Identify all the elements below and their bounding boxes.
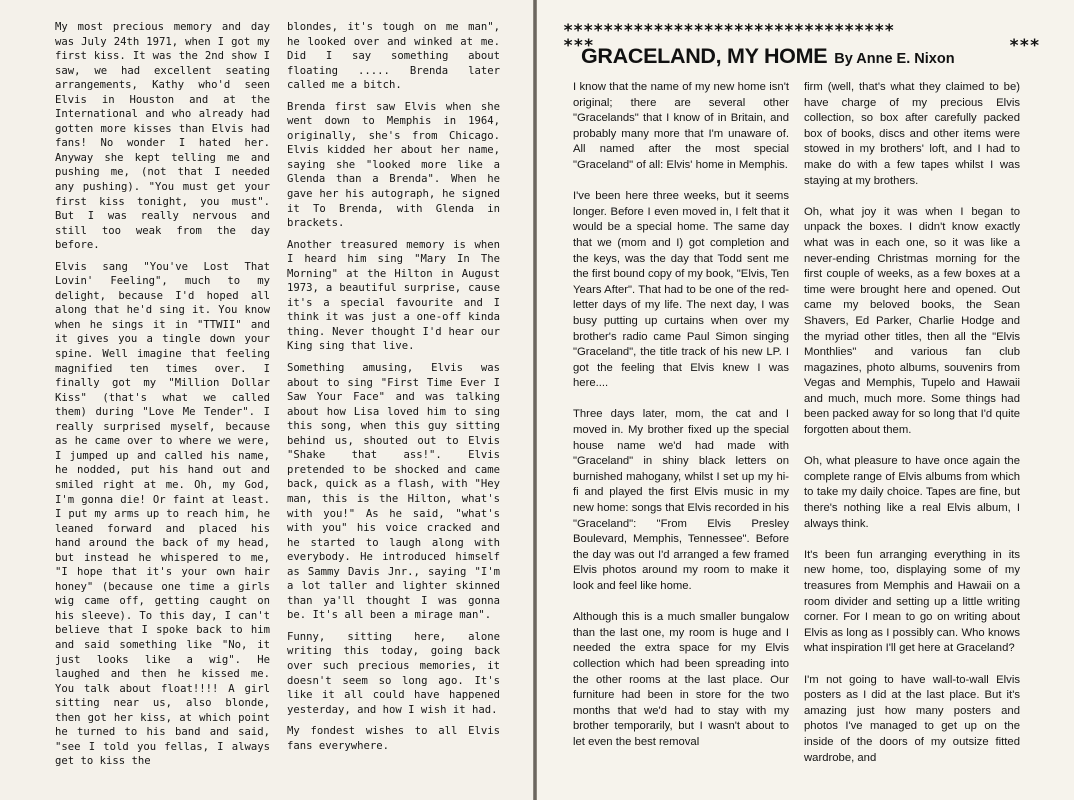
article-heading — [581, 44, 1009, 72]
paragraph: Another treasured memory is when I heard him sing "Mary In The Morning" at the Hilton in August 1973, a beautiful surprise, cause it's a special favourite and I think it was just a one-off kinda thing. Never thought I'd hear our King sing that live. — [287, 238, 500, 353]
paragraph: Oh, what joy it was when I began to unpack the boxes. I didn't know exactly what was in each one, so it was like a never-ending Christmas morning for the first couple of weeks, as a few boxes at a time were brought here and opened. Out came my beloved books, the Sean Shavers, Ed Parker, Charlie Hodge and the myriad other titles, then all the "Elvis Monthlies" and various fan club magazines, photo albums, souvenirs from Vegas and Memphis, Tupelo and Hawaii and much, much more. Some things had been packed away for so long that I'd quite forgotten about them. — [804, 205, 1020, 437]
left-page — [0, 0, 533, 800]
star-border-right: *** — [1009, 36, 1040, 56]
left-column-1 — [55, 20, 270, 790]
paragraph: I'm not going to have wall-to-wall Elvis posters as I did at the last place. But it's amazing just how many posters and photos I've managed to get up on the inside of the doors of my outsize fitted wardrobe, and — [804, 673, 1020, 764]
paragraph: Brenda first saw Elvis when she went down to Memphis in 1964, originally, she's from Chicago. Elvis kidded her about her name, saying she "looked more like a Glenda than a Brenda". When he gave her his autograph, he signed it To Brenda, with Glenda in brackets. — [287, 100, 500, 230]
star-border-top: ********************************* — [563, 22, 895, 40]
article-byline: By Anne E. Nixon — [834, 51, 955, 67]
paragraph: I've been here three weeks, but it seems longer. Before I even moved in, I felt that it would be a special home. The same day that we (mom and I) got completion and the keys, was the day that Todd sent me the first bound copy of my book, "Elvis, Ten Years After". That had to be one of the red-letter days of my life. The next day, I was busy putting up curtains when over my brother's radio came Paul Simon singing "Graceland", the title track of his new LP. I got the feeling that Elvis knew I was here.... — [573, 190, 789, 390]
right-column-2 — [804, 80, 1020, 800]
star-border-left: *** — [563, 36, 594, 56]
paragraph: Although this is a much smaller bungalow than the last one, my room is huge and I needed the extra space for my Elvis collection which had been spreading into the other rooms at the last place. Our furniture had been in store for the two months that we'd had to stay with my brother temporarily, but I wasn't about to let even the best removal — [573, 611, 789, 748]
paragraph: My most precious memory and day was July 24th 1971, when I got my first kiss. It was the 2nd show I saw, we had excellent seating arrangements, Kathy who'd seen Elvis in Houston and at the International and who already had gotten more kisses than Elvis had fans! No wonder I hated her. Anyway she kept telling me and pushing me, (not that I needed any pushing). "You must get your first kiss tonight, you must". But I was really nervous and still too weak from the day before. — [55, 21, 270, 252]
right-column-1 — [573, 80, 789, 800]
paragraph: Oh, what pleasure to have once again the complete range of Elvis albums from which to take my daily choice. Tapes are fine, but there's nothing like a real Elvis album, I always think. — [804, 455, 1020, 530]
left-column-2 — [287, 20, 500, 790]
paragraph: blondes, it's tough on me man", he looked over and winked at me. Did I say something about floating ..... Brenda later called me a bitch. — [287, 21, 500, 92]
paragraph: I know that the name of my new home isn't original; there are several other "Gracelands" that I know of in Britain, and probably many more that I'm unaware of. All named after the most special "Graceland" of all: Elvis' home in Memphis. — [573, 81, 789, 171]
article-title: GRACELAND, MY HOME — [581, 44, 828, 68]
paragraph: Elvis sang "You've Lost That Lovin' Feeling", much to my delight, because I'd hoped all along that he'd sing it. You know when he sings it in "TTWII" and it gives you a tingle down your spine. Well imagine that feeling magnified ten times over. I finally got my "Million Dollar Kiss" (that's what we called them) during "Love Me Tender". I really surprised myself, because as he came over to where we were, I jumped up and called his name, he nodded, put his hand out and smiled right at me. Oh, my God, I'm gonna die! Or faint at least. I put my arms up to reach him, he leaned forward and placed his hand around the back of my head, but instead he whispered to me, "I hope that it's your own hair honey" (because one time a girls wig came off, getting caught on his sleeve). To this day, I can't believe that I spoke back to him and said something like "No, it just looks like a wig". He laughed and then he kissed me. You talk about float!!!! A girl sitting near us, also blonde, then got her kiss, at which point he turned to his band and said, "see I told you fellas, I always get to kiss the — [55, 260, 270, 768]
paragraph: It's been fun arranging everything in its new home, too, displaying some of my treasures from Memphis and Hawaii on a room divider and setting up a little writing corner. For I mean to go on writing about Elvis as long as I possibly can. Who knows what inspiration I'll get here at Graceland? — [804, 548, 1020, 655]
paragraph: Three days later, mom, the cat and I moved in. My brother fixed up the special house name we'd had made with "Graceland" in shiny black letters on burnished mahogany, whilst I set up my hi-fi and played the first Elvis music in my new home: songs that Elvis recorded in his "Graceland": "From Elvis Presley Boulevard, Memphis, Tennessee". Before the day was out I'd arranged a few framed Elvis photos around my room to make it look and feel like home. — [573, 408, 789, 592]
right-page — [537, 0, 1074, 800]
paragraph: firm (well, that's what they claimed to be) have charge of my precious Elvis collection, so box after carefully packed box of books, discs and other items were stowed in my brothers' loft, and I had to make do with a few tapes whilst I was staying at my brothers. — [804, 81, 1020, 187]
paragraph: Something amusing, Elvis was about to sing "First Time Ever I Saw Your Face" and was talking about how Lisa loved him to sing this song, when this guy sitting behind us, shouted out to Elvis "Shake that ass!". Elvis pretended to be shocked and came back, quick as a flash, with "Hey man, this is the Hilton, what's with you!" As he said, "what's with you" his voice cracked and he started to laugh along with everybody. He introduced himself as Sammy Davis Jnr., saying "I'm a lot taller and lighter skinned than ya'll thought I was gonna be. It's all been a mirage man". — [287, 362, 500, 622]
paragraph: Funny, sitting here, alone writing this today, going back over such precious memories, it doesn't seem so long ago. It's like it all could have happened yesterday, and how I wish it had. — [287, 630, 500, 716]
paragraph: My fondest wishes to all Elvis fans everywhere. — [287, 725, 500, 752]
